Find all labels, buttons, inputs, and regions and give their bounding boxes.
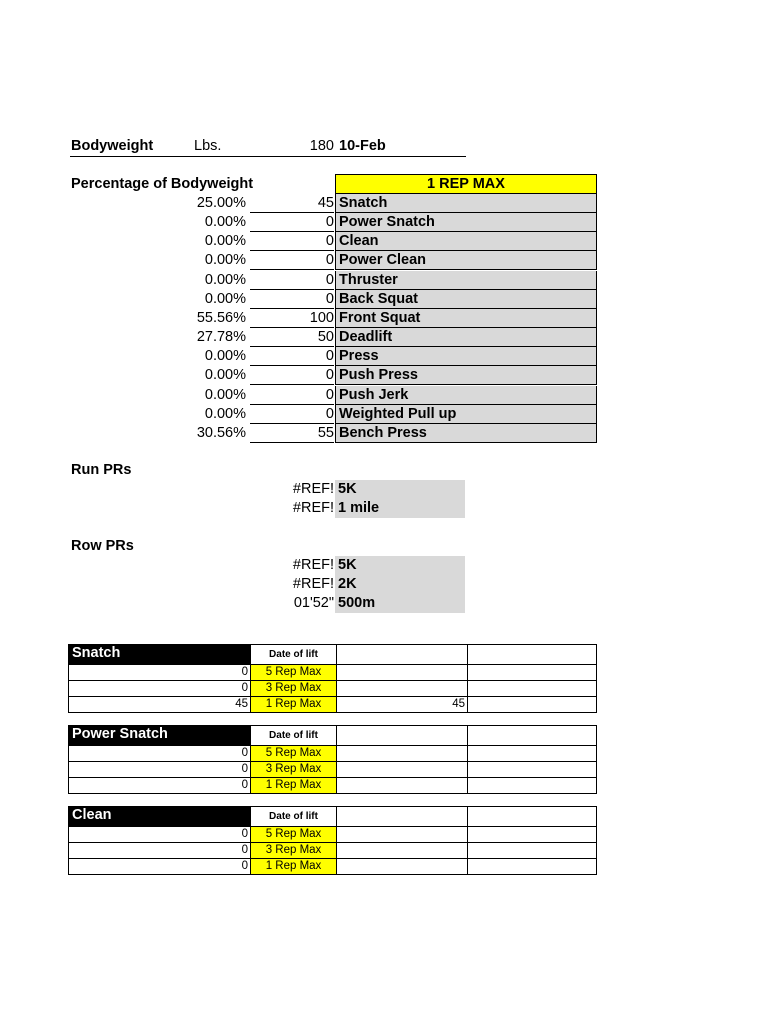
pr-name: 5K [335,480,465,499]
lift-table-row [69,681,596,697]
percentage-value: 0.00% [204,271,246,288]
lift-cell[interactable] [336,665,467,680]
lift-value[interactable]: 45 [235,698,248,710]
lift-name: Snatch [335,194,597,213]
pr-value[interactable]: #REF! [292,481,334,497]
bodyweight-value[interactable]: 180 [309,138,334,154]
percentage-value: 25.00% [196,195,246,211]
pr-name: 5K [335,556,465,575]
lift-cell[interactable] [336,778,467,793]
max-weight-value[interactable]: 0 [250,213,334,232]
pr-value[interactable]: #REF! [292,500,334,516]
pr-value[interactable]: #REF! [292,576,334,592]
header-cell [336,726,467,745]
lift-cell[interactable] [467,762,596,777]
rep-max-label: 3 Rep Max [250,762,336,777]
run-prs-title: Run PRs [71,462,132,478]
percentage-row [0,213,768,232]
lift-value[interactable]: 0 [241,860,248,872]
max-weight-value[interactable]: 0 [250,347,334,366]
lift-name: Power Clean [335,251,597,270]
percentage-row [0,251,768,270]
max-weight-value[interactable]: 0 [250,232,334,251]
lift-table-row [69,746,596,762]
rep-max-label: 5 Rep Max [250,665,336,680]
lift-table-row [69,859,596,874]
lift-name: Back Squat [335,290,597,309]
percentage-value: 0.00% [204,367,246,384]
lift-table [68,806,597,875]
lift-cell[interactable] [336,859,467,874]
lift-value[interactable]: 0 [241,844,248,856]
lift-cell[interactable]: 45 [336,697,467,712]
lift-name: Push Jerk [335,386,597,405]
percentage-row [0,347,768,366]
lift-table-row [69,778,596,793]
percentage-row [0,271,768,290]
lift-table-row [69,697,596,712]
lift-cell[interactable] [467,681,596,696]
percentage-title: Percentage of Bodyweight [71,176,254,192]
percentage-row [0,366,768,385]
percentage-value: 27.78% [196,329,246,346]
percentage-row [0,290,768,309]
lift-table-row [69,762,596,778]
rep-max-label: 1 Rep Max [250,697,336,712]
max-weight-value[interactable]: 0 [250,290,334,309]
percentage-value: 0.00% [204,386,246,403]
percentage-value: 0.00% [204,348,246,365]
pr-name: 2K [335,575,465,594]
lift-value[interactable]: 0 [241,763,248,775]
max-weight-value[interactable]: 45 [250,194,334,213]
max-weight-value[interactable]: 100 [250,309,334,328]
lift-value[interactable]: 0 [241,666,248,678]
lift-name: Bench Press [335,424,597,443]
pr-value[interactable]: #REF! [292,557,334,573]
percentage-value: 0.00% [204,405,246,422]
percentage-value: 30.56% [196,424,246,441]
lift-name: Weighted Pull up [335,405,597,424]
lift-name: Deadlift [335,328,597,347]
percentage-value: 0.00% [204,214,246,231]
percentage-value: 0.00% [204,252,246,269]
date-of-lift-header: Date of lift [250,807,336,826]
lift-name: Clean [335,232,597,251]
bodyweight-date[interactable]: 10-Feb [339,138,386,154]
bodyweight-unit: Lbs. [194,138,222,154]
percentage-value: 55.56% [196,309,246,326]
max-weight-value[interactable]: 50 [250,328,334,347]
bodyweight-label: Bodyweight [71,138,154,154]
lift-name: Power Snatch [335,213,597,232]
header-cell [467,726,596,745]
max-weight-value[interactable]: 0 [250,251,334,270]
lift-cell[interactable] [336,827,467,842]
bodyweight-underline [70,156,466,157]
lift-table [68,644,597,713]
lift-table-row [69,843,596,859]
lift-cell[interactable] [336,681,467,696]
max-weight-value[interactable]: 0 [250,271,334,290]
header-cell [467,645,596,664]
max-weight-value[interactable]: 0 [250,366,334,385]
lift-table [68,725,597,794]
lift-cell[interactable] [336,762,467,777]
header-cell [336,807,467,826]
row-prs-title: Row PRs [71,538,134,554]
lift-name: Thruster [335,271,597,290]
lift-cell[interactable] [467,859,596,874]
max-weight-value[interactable]: 55 [250,424,334,443]
lift-cell[interactable] [467,843,596,858]
percentage-row [0,232,768,251]
rep-max-label: 1 Rep Max [250,859,336,874]
pr-name: 500m [335,594,465,613]
date-of-lift-header: Date of lift [250,645,336,664]
lift-cell[interactable] [467,746,596,761]
lift-table-row [69,827,596,843]
lift-name: Press [335,347,597,366]
rep-max-label: 5 Rep Max [250,746,336,761]
rep-max-label: 1 Rep Max [250,778,336,793]
lift-table-header [69,645,596,665]
header-cell [467,807,596,826]
lift-table-row [69,665,596,681]
lift-cell[interactable] [336,746,467,761]
date-of-lift-header: Date of lift [250,726,336,745]
lift-table-title: Power Snatch [69,726,250,745]
max-weight-value[interactable]: 0 [250,386,334,405]
rep-max-label: 3 Rep Max [250,681,336,696]
percentage-row [0,424,768,443]
lift-cell[interactable] [467,778,596,793]
lift-value[interactable]: 0 [241,779,248,791]
percentage-row [0,405,768,424]
lift-table-header [69,726,596,746]
lift-cell[interactable] [467,827,596,842]
pr-value[interactable]: 01'52" [293,595,334,611]
percentage-value: 0.00% [204,290,246,307]
pr-name: 1 mile [335,499,465,518]
lift-value[interactable]: 0 [241,747,248,759]
percentage-row [0,386,768,405]
percentage-row [0,309,768,328]
lift-value[interactable]: 0 [241,682,248,694]
lift-cell[interactable] [467,665,596,680]
lift-cell[interactable] [336,843,467,858]
percentage-row [0,328,768,347]
lift-value[interactable]: 0 [241,828,248,840]
header-cell [336,645,467,664]
lift-table-title: Snatch [69,645,250,664]
lift-table-title: Clean [69,807,250,826]
lift-cell[interactable] [467,697,596,712]
percentage-row [0,194,768,213]
one-rep-max-header: 1 REP MAX [335,174,597,194]
percentage-value: 0.00% [204,233,246,250]
rep-max-label: 5 Rep Max [250,827,336,842]
rep-max-label: 3 Rep Max [250,843,336,858]
lift-table-header [69,807,596,827]
lift-name: Push Press [335,366,597,385]
max-weight-value[interactable]: 0 [250,405,334,424]
lift-name: Front Squat [335,309,597,328]
